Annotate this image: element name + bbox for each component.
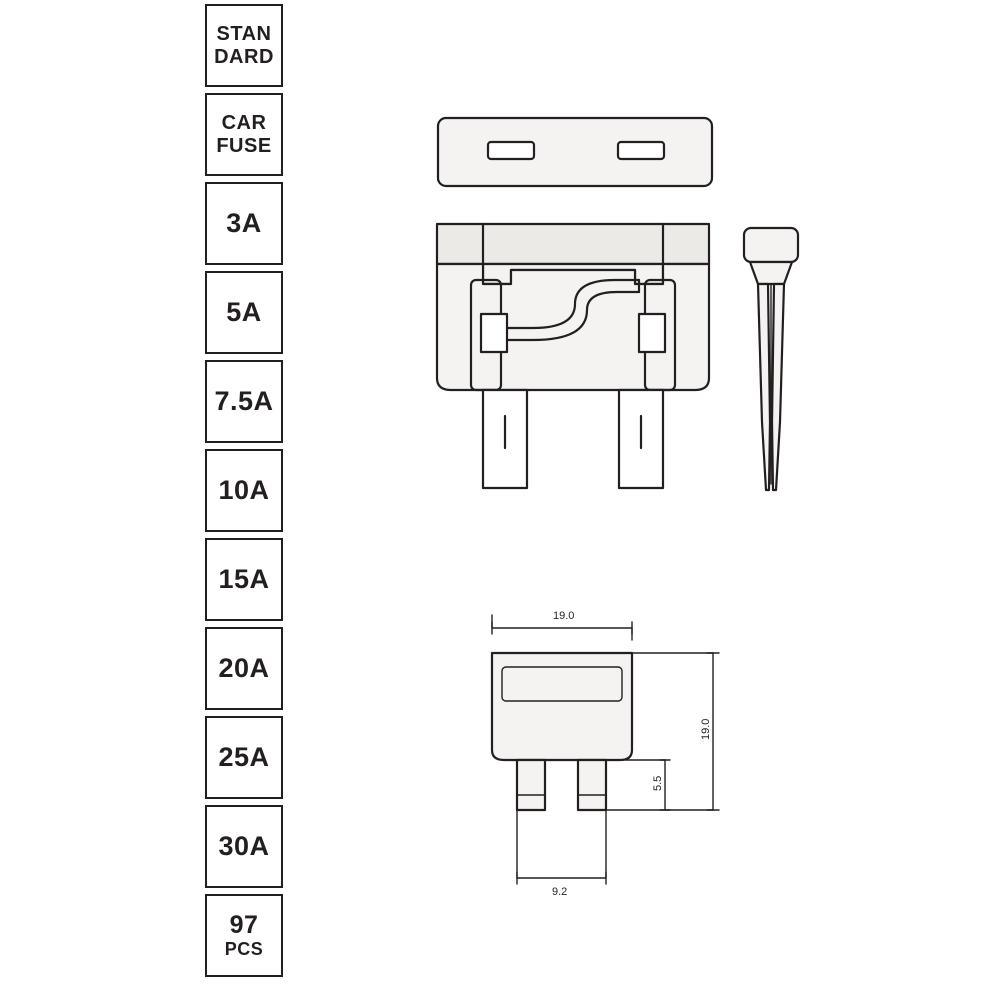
- label-line: 97: [229, 911, 259, 940]
- spec-label-column: [205, 4, 283, 977]
- fuse-top-view: [430, 110, 720, 200]
- label-line: DARD: [214, 45, 274, 68]
- dim-height-label: 19.0: [700, 718, 712, 740]
- puller-prong-left: [758, 284, 770, 490]
- fuse-contact-left: [481, 314, 507, 352]
- fuse-front-view: [425, 218, 725, 508]
- label-line: 30A: [218, 831, 270, 862]
- label-line: STAN: [216, 23, 272, 46]
- label-box-25a: [205, 716, 283, 799]
- dim-gap-label: 9.2: [552, 886, 568, 898]
- dim-blade-left: [517, 760, 545, 810]
- label-line: 15A: [218, 564, 270, 595]
- fuse-top-slot-left: [488, 142, 534, 159]
- label-box-standard: [205, 4, 283, 87]
- dim-fuse-body: [492, 653, 632, 760]
- fuse-top-body: [438, 118, 712, 186]
- label-box-10a: [205, 449, 283, 532]
- label-line: FUSE: [216, 134, 272, 157]
- label-box-20a: [205, 627, 283, 710]
- puller-neck: [750, 262, 792, 284]
- label-box-quantity: [205, 894, 283, 977]
- label-box-7-5a: [205, 360, 283, 443]
- label-line: PCS: [224, 939, 264, 960]
- fuse-body: [437, 264, 709, 390]
- dim-shoulder-label: 5.5: [652, 775, 664, 791]
- label-line: 20A: [218, 653, 270, 684]
- label-line: 3A: [226, 208, 262, 239]
- puller-handle: [744, 228, 798, 262]
- label-line: 5A: [226, 297, 262, 328]
- dim-width-label: 19.0: [553, 610, 575, 622]
- fuse-contact-right: [639, 314, 665, 352]
- label-box-car-fuse: [205, 93, 283, 176]
- label-line: 25A: [218, 742, 270, 773]
- label-box-3a: [205, 182, 283, 265]
- label-box-30a: [205, 805, 283, 888]
- puller-prong-right: [772, 284, 784, 490]
- fuse-dimensioned-side-view: [460, 595, 760, 915]
- label-line: 7.5A: [214, 386, 274, 417]
- label-box-15a: [205, 538, 283, 621]
- fuse-puller-tool: [726, 222, 816, 512]
- label-line: 10A: [218, 475, 270, 506]
- fuse-top-cap: [437, 224, 709, 264]
- label-line: CAR: [221, 112, 267, 135]
- fuse-top-slot-right: [618, 142, 664, 159]
- dim-blade-right: [578, 760, 606, 810]
- label-box-5a: [205, 271, 283, 354]
